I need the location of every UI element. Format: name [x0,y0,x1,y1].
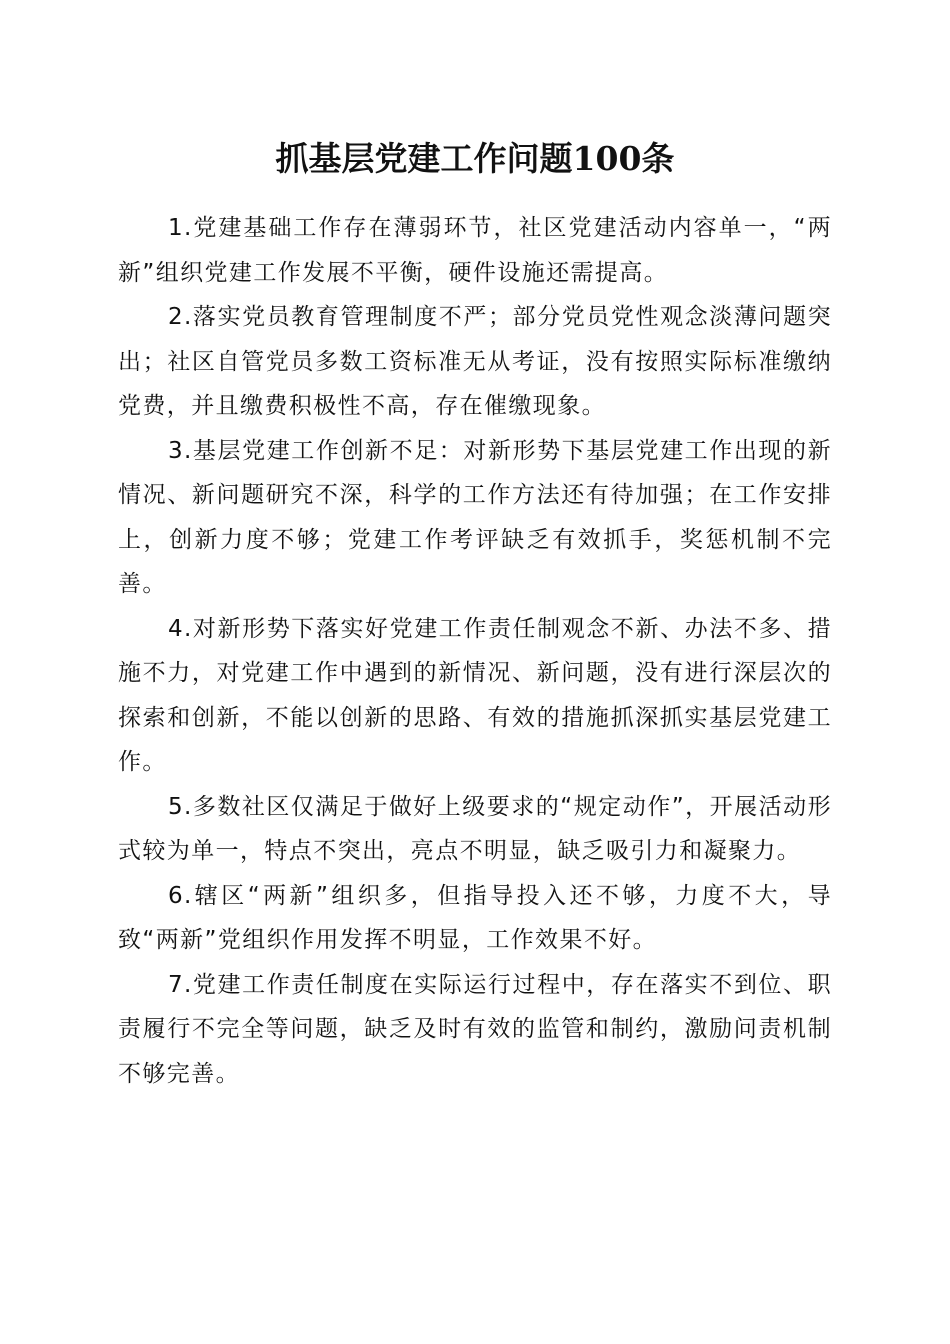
list-item-5: 5.多数社区仅满足于做好上级要求的“规定动作”，开展活动形式较为单一，特点不突出，亮点不明显，缺乏吸引力和凝聚力。 [118,793,832,864]
list-item-6: 6.辖区“两新”组织多，但指导投入还不够，力度不大，导致“两新”党组织作用发挥不明显，工作效果不好。 [118,882,832,953]
list-item-2: 2.落实党员教育管理制度不严；部分党员党性观念淡薄问题突出；社区自管党员多数工资标准无从考证，没有按照实际标准缴纳党费，并且缴费积极性不高，存在催缴现象。 [118,304,832,419]
document-body [118,206,832,1096]
list-item-1: 1.党建基础工作存在薄弱环节，社区党建活动内容单一，“两新”组织党建工作发展不平衡，硬件设施还需提高。 [118,215,832,286]
list-item-7: 7.党建工作责任制度在实际运行过程中，存在落实不到位、职责履行不完全等问题，缺乏及时有效的监管和制约，激励问责机制不够完善。 [118,971,832,1087]
page-title: 抓基层党建工作问题100条 [275,139,675,178]
list-item-4: 4.对新形势下落实好党建工作责任制观念不新、办法不多、措施不力，对党建工作中遇到的新情况、新问题，没有进行深层次的探索和创新，不能以创新的思路、有效的措施抓深抓实基层党建工作。 [118,615,832,775]
list-item-3: 3.基层党建工作创新不足：对新形势下基层党建工作出现的新情况、新问题研究不深，科学的工作方法还有待加强；在工作安排上，创新力度不够；党建工作考评缺乏有效抓手，奖惩机制不完善。 [118,437,832,597]
